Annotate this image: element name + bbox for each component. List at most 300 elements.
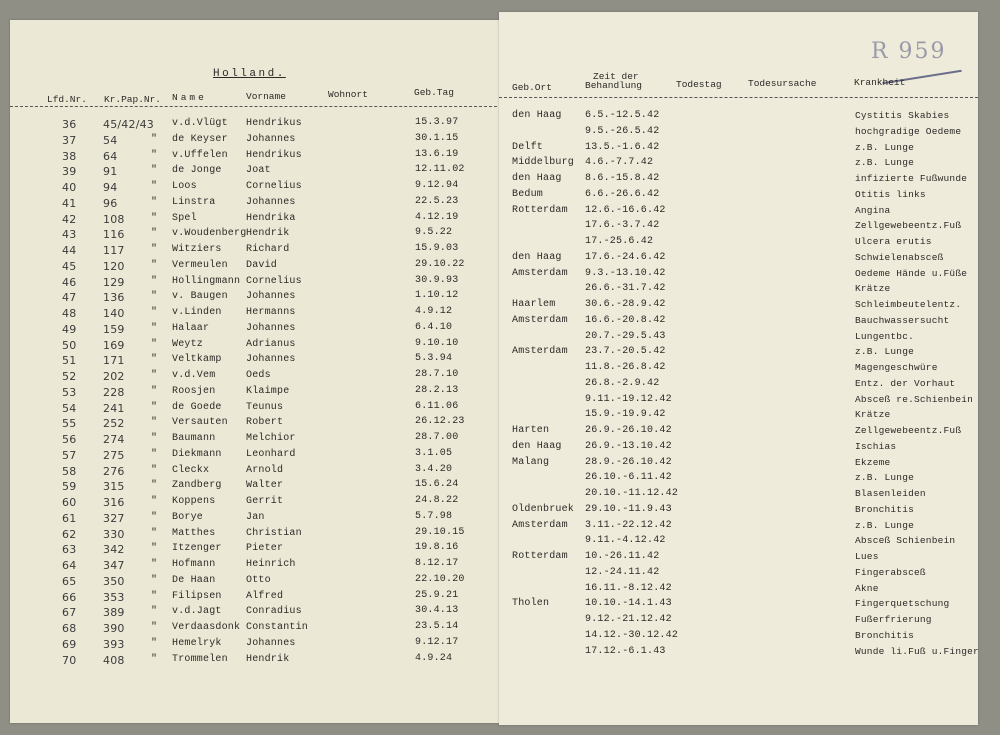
row-krankheit: Bauchwassersucht <box>855 314 950 326</box>
row-behandlung: 12.6.-16.6.42 <box>585 204 666 216</box>
row-lfd-nr: 44 <box>62 244 77 257</box>
row-krankheit: Zellgewebeentz.Fuß <box>855 220 962 232</box>
row-geb-tag: 4.9.12 <box>415 306 453 317</box>
row-name: Zandberg <box>172 480 222 492</box>
row-vorname: Johannes <box>246 291 296 303</box>
row-name: De Haan <box>172 574 216 586</box>
row-behandlung: 23.7.-20.5.42 <box>585 346 666 358</box>
row-krankheit: Schwielenabsceß <box>855 251 944 263</box>
row-name: v.d.Vem <box>172 370 216 381</box>
row-lfd-nr: 49 <box>62 322 77 336</box>
row-behandlung: 20.10.-11.12.42 <box>585 488 679 499</box>
row-vorname: Oeds <box>246 370 271 381</box>
row-lfd-nr: 57 <box>62 448 77 462</box>
row-kr-pap-nr: 116 <box>103 228 125 242</box>
row-krankheit: Fingerabsceß <box>855 566 926 578</box>
row-krankheit: Bronchitis <box>855 503 915 515</box>
ditto-mark: " <box>151 543 158 555</box>
row-kr-pap-nr: 276 <box>103 464 125 478</box>
ditto-mark: " <box>151 149 158 161</box>
row-krankheit: z.B. Lunge <box>855 141 915 153</box>
row-kr-pap-nr: 408 <box>103 653 125 667</box>
row-behandlung: 9.11.-19.12.42 <box>585 393 672 405</box>
row-krankheit: Ekzeme <box>855 456 891 468</box>
row-geb-tag: 30.1.15 <box>415 132 459 144</box>
ditto-mark: " <box>151 212 158 224</box>
row-behandlung: 10.-26.11.42 <box>585 551 660 562</box>
row-geb-tag: 6.4.10 <box>415 321 453 333</box>
archive-stamp: R 959 <box>871 39 947 64</box>
row-vorname: Conradius <box>246 606 302 618</box>
ditto-mark: " <box>151 370 158 381</box>
ditto-mark: " <box>151 322 158 334</box>
row-kr-pap-nr: 330 <box>103 527 125 541</box>
row-krankheit: Oedeme Hände u.Füße <box>855 267 968 279</box>
row-krankheit: Krätze <box>855 409 891 421</box>
row-lfd-nr: 42 <box>62 212 77 226</box>
header-kr-pap-nr: Kr.Pap.Nr. <box>104 94 162 105</box>
row-kr-pap-nr: 136 <box>103 291 125 305</box>
row-lfd-nr: 48 <box>62 307 77 320</box>
header-rule-right <box>499 97 978 98</box>
ditto-mark: " <box>151 448 158 460</box>
row-krankheit: Blasenleiden <box>855 488 926 499</box>
row-behandlung: 30.6.-28.9.42 <box>585 299 666 310</box>
row-krankheit: Angina <box>855 204 891 216</box>
header-rule <box>10 106 507 107</box>
row-geb-tag: 23.5.14 <box>415 621 459 632</box>
row-kr-pap-nr: 64 <box>103 149 118 163</box>
row-geb-tag: 22.5.23 <box>415 195 459 207</box>
header-name: Name <box>172 92 207 103</box>
row-kr-pap-nr: 45/42/43 <box>103 118 155 131</box>
row-behandlung: 10.10.-14.1.43 <box>585 598 672 610</box>
row-lfd-nr: 60 <box>62 496 77 509</box>
row-behandlung: 17.6.-3.7.42 <box>585 220 660 232</box>
row-lfd-nr: 52 <box>62 370 77 383</box>
row-geb-tag: 9.5.22 <box>415 227 453 239</box>
ditto-mark: " <box>151 574 158 586</box>
row-krankheit: Fingerquetschung <box>855 598 950 610</box>
row-kr-pap-nr: 393 <box>103 637 125 651</box>
row-geb-tag: 1.10.12 <box>415 290 459 302</box>
row-geb-tag: 19.8.16 <box>415 542 459 554</box>
row-geb-ort: Oldenbruek <box>512 503 575 515</box>
row-krankheit: hochgradige Oedeme <box>855 125 962 137</box>
row-vorname: Johannes <box>246 354 296 366</box>
row-geb-ort: den Haag <box>512 251 562 263</box>
row-kr-pap-nr: 54 <box>103 133 118 147</box>
row-krankheit: Wunde li.Fuß u.Finger <box>855 645 979 657</box>
row-geb-ort: Delft <box>512 141 544 153</box>
row-lfd-nr: 65 <box>62 574 77 588</box>
row-geb-tag: 4.9.24 <box>415 652 453 664</box>
row-kr-pap-nr: 228 <box>103 385 125 399</box>
row-name: Loos <box>172 181 197 192</box>
row-vorname: David <box>246 259 278 271</box>
row-krankheit: Ischias <box>855 440 897 452</box>
row-krankheit: Absceß re.Schienbein <box>855 393 974 405</box>
row-name: Roosjen <box>172 385 216 397</box>
ditto-mark: " <box>151 181 158 192</box>
row-kr-pap-nr: 159 <box>103 322 125 336</box>
row-kr-pap-nr: 241 <box>103 401 125 415</box>
row-geb-ort: Haarlem <box>512 299 556 310</box>
row-krankheit: Zellgewebeentz.Fuß <box>855 425 962 436</box>
row-geb-ort: Amsterdam <box>512 346 568 358</box>
right-sheet <box>499 12 978 725</box>
row-geb-ort: Amsterdam <box>512 519 568 531</box>
row-behandlung: 11.8.-26.8.42 <box>585 362 666 373</box>
country-title: Holland. <box>213 68 286 80</box>
row-name: v.d.Jagt <box>172 606 222 618</box>
row-kr-pap-nr: 202 <box>103 370 125 383</box>
ditto-mark: " <box>151 606 158 618</box>
row-behandlung: 13.5.-1.6.42 <box>585 141 660 153</box>
row-geb-ort: Amsterdam <box>512 314 568 326</box>
ditto-mark: " <box>151 527 158 539</box>
row-lfd-nr: 54 <box>62 401 77 415</box>
row-vorname: Gerrit <box>246 496 284 507</box>
row-lfd-nr: 51 <box>62 354 77 368</box>
row-kr-pap-nr: 316 <box>103 496 125 509</box>
header-geb-ort: Geb.Ort <box>512 82 552 93</box>
row-geb-tag: 15.6.24 <box>415 479 459 491</box>
row-name: Versauten <box>172 417 228 429</box>
row-vorname: Jan <box>246 511 265 523</box>
row-geb-tag: 28.2.13 <box>415 384 459 396</box>
row-name: v.Woudenberg <box>172 228 247 240</box>
row-vorname: Teunus <box>246 401 284 413</box>
row-name: Filipsen <box>172 590 222 602</box>
row-geb-tag: 29.10.15 <box>415 526 465 538</box>
row-name: Matthes <box>172 527 216 539</box>
row-geb-tag: 28.7.10 <box>415 369 459 380</box>
ditto-mark: " <box>151 385 158 397</box>
row-name: Baumann <box>172 433 216 444</box>
row-krankheit: z.B. Lunge <box>855 346 915 358</box>
row-lfd-nr: 37 <box>62 133 77 147</box>
row-behandlung: 17.6.-24.6.42 <box>585 251 666 263</box>
ditto-mark: " <box>151 228 158 240</box>
ditto-mark: " <box>151 354 158 366</box>
row-behandlung: 29.10.-11.9.43 <box>585 503 672 515</box>
row-vorname: Johannes <box>246 133 296 145</box>
row-kr-pap-nr: 252 <box>103 417 125 431</box>
ditto-mark: " <box>151 165 158 177</box>
row-behandlung: 6.5.-12.5.42 <box>585 110 660 121</box>
row-behandlung: 8.6.-15.8.42 <box>585 173 660 184</box>
row-name: Trommelen <box>172 653 228 665</box>
row-vorname: Christian <box>246 527 302 539</box>
row-kr-pap-nr: 390 <box>103 622 125 635</box>
row-krankheit: Schleimbeutelentz. <box>855 299 962 310</box>
row-name: Cleckx <box>172 464 210 476</box>
row-lfd-nr: 55 <box>62 417 77 431</box>
ditto-mark: " <box>151 259 158 271</box>
row-vorname: Klaimpe <box>246 385 290 397</box>
ditto-mark: " <box>151 401 158 413</box>
row-lfd-nr: 40 <box>62 181 77 194</box>
row-geb-ort: den Haag <box>512 173 562 184</box>
row-vorname: Adrianus <box>246 338 296 350</box>
row-krankheit: Bronchitis <box>855 629 915 641</box>
row-name: de Keyser <box>172 133 228 145</box>
row-lfd-nr: 69 <box>62 637 77 651</box>
row-kr-pap-nr: 91 <box>103 165 118 179</box>
row-krankheit: Entz. der Vorhaut <box>855 377 956 389</box>
row-geb-ort: Rotterdam <box>512 551 568 562</box>
row-krankheit: Akne <box>855 582 879 594</box>
row-name: Verdaasdonk <box>172 622 241 633</box>
row-lfd-nr: 70 <box>62 653 77 667</box>
row-vorname: Heinrich <box>246 559 296 570</box>
row-geb-ort: Middelburg <box>512 157 575 169</box>
row-vorname: Johannes <box>246 196 296 208</box>
row-lfd-nr: 39 <box>62 165 77 179</box>
header-todesursache: Todesursache <box>748 78 817 89</box>
ditto-mark: " <box>151 275 158 287</box>
header-krankheit: Krankheit <box>854 77 906 88</box>
header-wohnort: Wohnort <box>328 89 368 100</box>
row-kr-pap-nr: 274 <box>103 433 125 446</box>
row-kr-pap-nr: 275 <box>103 448 125 462</box>
row-behandlung: 20.7.-29.5.43 <box>585 330 666 342</box>
row-vorname: Melchior <box>246 433 296 444</box>
row-geb-ort: den Haag <box>512 110 562 121</box>
row-kr-pap-nr: 94 <box>103 181 118 194</box>
row-vorname: Hendrika <box>246 212 296 224</box>
row-behandlung: 4.6.-7.7.42 <box>585 157 654 169</box>
row-kr-pap-nr: 96 <box>103 196 118 210</box>
row-lfd-nr: 46 <box>62 275 77 289</box>
row-krankheit: Fußerfrierung <box>855 614 932 625</box>
header-vorname: Vorname <box>246 91 286 102</box>
row-lfd-nr: 47 <box>62 291 77 305</box>
row-name: Vermeulen <box>172 259 228 271</box>
row-behandlung: 14.12.-30.12.42 <box>585 629 679 641</box>
row-lfd-nr: 56 <box>62 433 77 446</box>
row-vorname: Constantin <box>246 622 309 633</box>
row-lfd-nr: 53 <box>62 385 77 399</box>
row-kr-pap-nr: 353 <box>103 590 125 604</box>
row-vorname: Hendrik <box>246 653 290 665</box>
row-vorname: Hendrikus <box>246 118 302 129</box>
row-behandlung: 3.11.-22.12.42 <box>585 519 672 531</box>
row-lfd-nr: 64 <box>62 559 77 572</box>
ditto-mark: " <box>151 480 158 492</box>
row-name: Koppens <box>172 496 216 507</box>
row-lfd-nr: 61 <box>62 511 77 525</box>
row-name: Hemelryk <box>172 637 222 649</box>
row-behandlung: 15.9.-19.9.42 <box>585 409 666 421</box>
row-geb-ort: Tholen <box>512 598 550 610</box>
row-geb-tag: 9.12.17 <box>415 636 459 648</box>
row-behandlung: 16.11.-8.12.42 <box>585 582 672 594</box>
row-kr-pap-nr: 327 <box>103 511 125 525</box>
row-geb-tag: 3.1.05 <box>415 447 453 459</box>
row-kr-pap-nr: 108 <box>103 212 125 226</box>
row-behandlung: 28.9.-26.10.42 <box>585 456 672 468</box>
row-kr-pap-nr: 350 <box>103 574 125 588</box>
row-krankheit: Lues <box>855 551 879 562</box>
row-krankheit: Ulcera erutis <box>855 236 932 247</box>
row-geb-tag: 5.3.94 <box>415 353 453 365</box>
row-krankheit: Otitis links <box>855 188 926 200</box>
row-kr-pap-nr: 315 <box>103 480 125 494</box>
row-vorname: Joat <box>246 165 271 177</box>
row-vorname: Otto <box>246 574 271 586</box>
row-behandlung: 9.11.-4.12.42 <box>585 535 666 547</box>
row-vorname: Robert <box>246 417 284 429</box>
row-kr-pap-nr: 117 <box>103 244 125 257</box>
row-krankheit: Magengeschwüre <box>855 362 938 373</box>
row-behandlung: 26.9.-26.10.42 <box>585 425 672 436</box>
row-kr-pap-nr: 171 <box>103 354 125 368</box>
row-kr-pap-nr: 169 <box>103 338 125 352</box>
row-vorname: Cornelius <box>246 181 302 192</box>
row-vorname: Johannes <box>246 322 296 334</box>
row-geb-tag: 4.12.19 <box>415 211 459 223</box>
row-behandlung: 26.8.-2.9.42 <box>585 377 660 389</box>
row-vorname: Arnold <box>246 464 284 476</box>
row-krankheit: Lungentbc. <box>855 330 915 342</box>
row-vorname: Cornelius <box>246 275 302 287</box>
row-kr-pap-nr: 389 <box>103 606 125 620</box>
row-geb-ort: Malang <box>512 456 550 468</box>
header-todestag: Todestag <box>676 79 722 90</box>
row-geb-tag: 25.9.21 <box>415 589 459 601</box>
row-krankheit: Krätze <box>855 283 891 295</box>
row-kr-pap-nr: 347 <box>103 559 125 572</box>
row-kr-pap-nr: 342 <box>103 543 125 557</box>
row-behandlung: 26.10.-6.11.42 <box>585 472 672 484</box>
ditto-mark: " <box>151 496 158 507</box>
ditto-mark: " <box>151 417 158 429</box>
row-geb-tag: 8.12.17 <box>415 558 459 569</box>
row-krankheit: z.B. Lunge <box>855 519 915 531</box>
row-name: Hollingmann <box>172 275 241 287</box>
ditto-mark: " <box>151 464 158 476</box>
row-lfd-nr: 59 <box>62 480 77 494</box>
row-geb-tag: 12.11.02 <box>415 164 465 176</box>
row-name: Weytz <box>172 338 204 350</box>
ditto-mark: " <box>151 244 158 255</box>
row-behandlung: 9.12.-21.12.42 <box>585 614 672 625</box>
row-geb-tag: 15.9.03 <box>415 243 459 254</box>
ditto-mark: " <box>151 307 158 318</box>
row-krankheit: Absceß Schienbein <box>855 535 956 547</box>
row-name: Witziers <box>172 244 222 255</box>
row-vorname: Hendrik <box>246 228 290 240</box>
row-lfd-nr: 36 <box>62 118 77 131</box>
row-kr-pap-nr: 140 <box>103 307 125 320</box>
row-name: Spel <box>172 212 197 224</box>
row-geb-tag: 9.10.10 <box>415 337 459 349</box>
row-geb-tag: 30.4.13 <box>415 605 459 617</box>
row-lfd-nr: 62 <box>62 527 77 541</box>
ditto-mark: " <box>151 653 158 665</box>
row-name: Linstra <box>172 196 216 208</box>
row-geb-tag: 24.8.22 <box>415 495 459 506</box>
row-geb-tag: 5.7.98 <box>415 510 453 522</box>
row-lfd-nr: 43 <box>62 228 77 242</box>
row-lfd-nr: 45 <box>62 259 77 273</box>
row-geb-ort: Rotterdam <box>512 204 568 216</box>
row-vorname: Hendrikus <box>246 149 302 161</box>
row-vorname: Richard <box>246 244 290 255</box>
row-behandlung: 12.-24.11.42 <box>585 566 660 578</box>
header-geb-tag: Geb.Tag <box>414 87 454 98</box>
ditto-mark: " <box>151 622 158 633</box>
row-geb-tag: 3.4.20 <box>415 463 453 475</box>
row-name: Diekmann <box>172 448 222 460</box>
ditto-mark: " <box>151 196 158 208</box>
ditto-mark: " <box>151 590 158 602</box>
ditto-mark: " <box>151 511 158 523</box>
row-geb-ort: Harten <box>512 425 550 436</box>
row-lfd-nr: 50 <box>62 338 77 352</box>
row-kr-pap-nr: 129 <box>103 275 125 289</box>
row-behandlung: 17.12.-6.1.43 <box>585 645 666 657</box>
row-vorname: Johannes <box>246 637 296 649</box>
row-lfd-nr: 58 <box>62 464 77 478</box>
row-geb-tag: 9.12.94 <box>415 180 459 191</box>
row-lfd-nr: 41 <box>62 196 77 210</box>
row-geb-tag: 15.3.97 <box>415 117 459 128</box>
row-geb-tag: 29.10.22 <box>415 258 465 270</box>
ditto-mark: " <box>151 133 158 145</box>
row-lfd-nr: 63 <box>62 543 77 557</box>
row-name: Halaar <box>172 322 210 334</box>
row-lfd-nr: 66 <box>62 590 77 604</box>
row-name: Borye <box>172 511 204 523</box>
ditto-mark: " <box>151 338 158 350</box>
row-lfd-nr: 67 <box>62 606 77 620</box>
row-behandlung: 16.6.-20.8.42 <box>585 314 666 326</box>
ditto-mark: " <box>151 637 158 649</box>
row-geb-ort: Amsterdam <box>512 267 568 279</box>
left-sheet <box>10 20 507 723</box>
row-name: Itzenger <box>172 543 222 555</box>
row-behandlung: 6.6.-26.6.42 <box>585 188 660 200</box>
row-geb-tag: 30.9.93 <box>415 274 459 286</box>
row-lfd-nr: 68 <box>62 622 77 635</box>
row-geb-ort: den Haag <box>512 440 562 452</box>
row-name: v. Baugen <box>172 291 228 303</box>
row-krankheit: z.B. Lunge <box>855 157 915 169</box>
row-behandlung: 9.3.-13.10.42 <box>585 267 666 279</box>
row-name: v.d.Vlügt <box>172 118 228 129</box>
row-name: Veltkamp <box>172 354 222 366</box>
row-name: de Jonge <box>172 165 222 177</box>
row-behandlung: 26.9.-13.10.42 <box>585 440 672 452</box>
row-name: de Goede <box>172 401 222 413</box>
ditto-mark: " <box>151 291 158 303</box>
row-behandlung: 17.-25.6.42 <box>585 236 654 247</box>
row-geb-tag: 22.10.20 <box>415 573 465 585</box>
row-geb-tag: 26.12.23 <box>415 416 465 428</box>
ditto-mark: " <box>151 559 158 570</box>
row-geb-tag: 28.7.00 <box>415 432 459 443</box>
row-krankheit: z.B. Lunge <box>855 472 915 484</box>
row-vorname: Pieter <box>246 543 284 555</box>
header-zeit-der: Zeit der <box>593 71 639 82</box>
row-lfd-nr: 38 <box>62 149 77 163</box>
row-vorname: Hermanns <box>246 307 296 318</box>
header-lfd-nr: Lfd.Nr. <box>47 94 87 105</box>
row-vorname: Alfred <box>246 590 284 602</box>
